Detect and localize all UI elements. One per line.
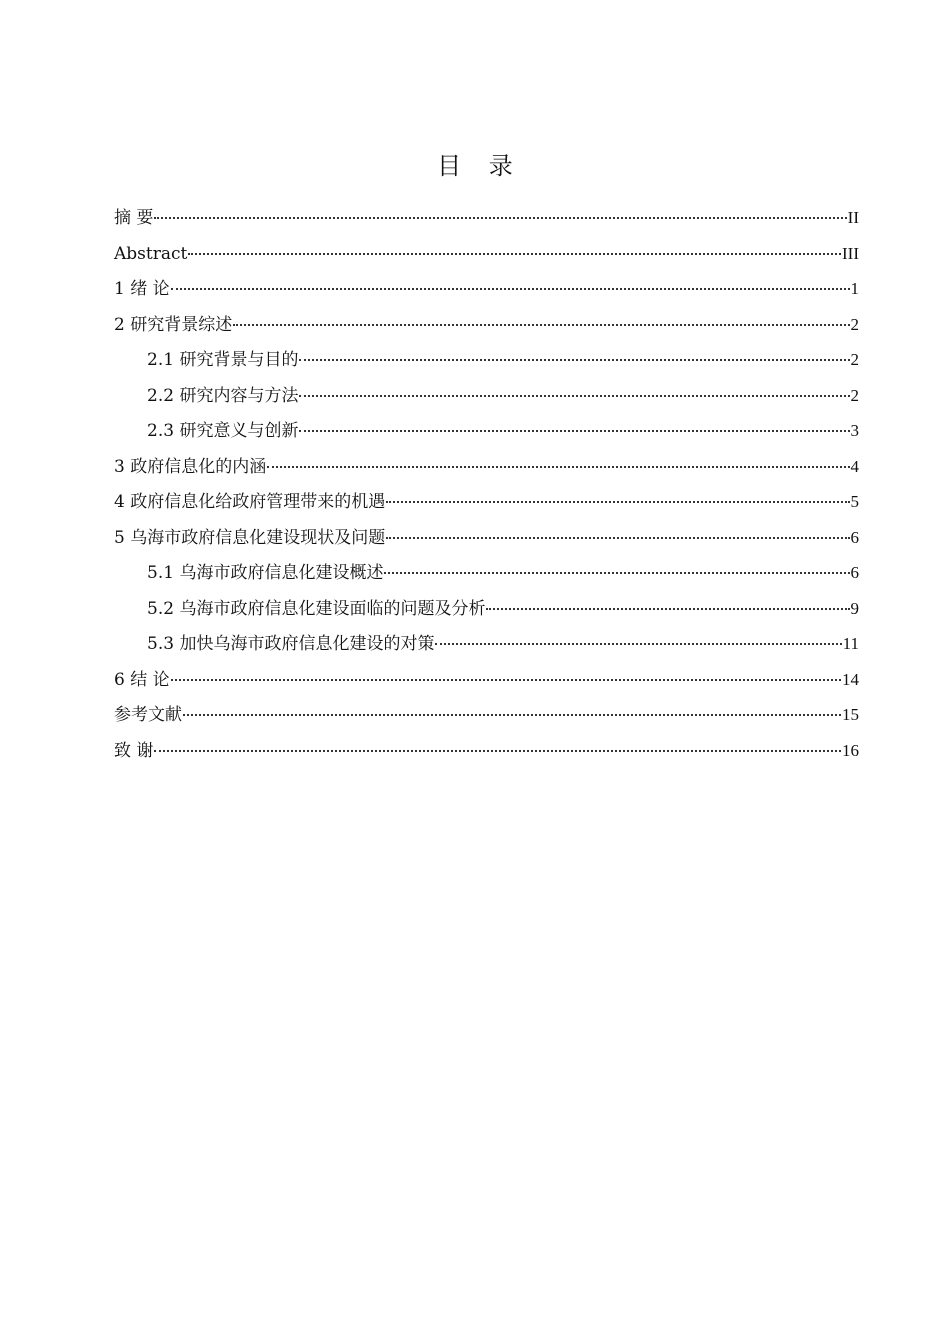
toc-entry[interactable] [114, 697, 859, 733]
toc-entry-label: 5 乌海市政府信息化建设现状及问题 [114, 527, 386, 548]
table-of-contents [114, 200, 859, 768]
toc-entry-page: 11 [842, 634, 859, 653]
toc-entry-page: 14 [842, 669, 859, 689]
toc-dot-leader [299, 395, 849, 397]
toc-entry-page: II [847, 208, 859, 227]
toc-entry-label: 2.2 研究内容与方法 [147, 385, 299, 406]
toc-entry[interactable] [114, 555, 859, 591]
toc-entry[interactable] [114, 733, 859, 769]
toc-entry-label: 1 绪 论 [114, 279, 170, 299]
toc-entry[interactable] [114, 484, 859, 520]
toc-entry-page: 5 [850, 492, 859, 511]
toc-dot-leader [233, 324, 849, 326]
toc-entry-label: Abstract [114, 243, 188, 264]
toc-dot-leader [384, 572, 849, 574]
toc-entry-label: 3 政府信息化的内涵 [114, 456, 267, 477]
toc-dot-leader [299, 430, 849, 432]
toc-entry-page: 1 [850, 279, 859, 298]
toc-entry-page: 6 [850, 527, 859, 547]
toc-dot-leader [299, 359, 849, 361]
toc-entry-page: 2 [850, 350, 859, 369]
toc-entry-page: 6 [850, 563, 859, 582]
toc-entry-label: 2 研究背景综述 [114, 314, 233, 335]
toc-entry-label: 4 政府信息化给政府管理带来的机遇 [114, 492, 386, 512]
toc-entry-label: 2.3 研究意义与创新 [147, 421, 299, 441]
toc-entry-page: 3 [850, 421, 859, 440]
toc-dot-leader [171, 679, 841, 681]
toc-entry-label: 5.2 乌海市政府信息化建设面临的问题及分析 [147, 598, 486, 619]
toc-entry-label: 致 谢 [114, 740, 154, 761]
toc-dot-leader [386, 537, 849, 539]
toc-entry-label: 5.1 乌海市政府信息化建设概述 [147, 563, 384, 583]
toc-entry[interactable] [114, 307, 859, 343]
toc-entry-page: 9 [850, 598, 859, 618]
toc-entry[interactable] [114, 236, 859, 272]
toc-dot-leader [267, 466, 849, 468]
toc-entry[interactable] [114, 520, 859, 556]
toc-dot-leader [171, 288, 850, 290]
toc-entry[interactable] [114, 342, 859, 378]
toc-dot-leader [486, 608, 849, 610]
toc-dot-leader [154, 217, 846, 219]
toc-title: 目 录 [437, 152, 523, 180]
toc-entry[interactable] [114, 662, 859, 698]
toc-entry[interactable] [114, 413, 859, 449]
toc-dot-leader [435, 643, 841, 645]
toc-entry-label: 2.1 研究背景与目的 [147, 350, 299, 370]
toc-entry[interactable] [114, 626, 859, 662]
toc-entry-page: 4 [850, 456, 859, 476]
toc-dot-leader [188, 253, 841, 255]
toc-dot-leader [386, 501, 849, 503]
toc-entry[interactable] [114, 378, 859, 414]
toc-entry[interactable] [114, 591, 859, 627]
toc-entry-label: 5.3 加快乌海市政府信息化建设的对策 [147, 634, 435, 654]
toc-dot-leader [154, 750, 841, 752]
toc-entry-label: 6 结 论 [114, 669, 170, 690]
toc-entry-label: 参考文献 [114, 705, 182, 725]
toc-entry[interactable] [114, 271, 859, 307]
toc-entry-label: 摘 要 [114, 208, 154, 228]
toc-entry[interactable] [114, 200, 859, 236]
toc-entry-page: 2 [850, 385, 859, 405]
toc-dot-leader [183, 714, 841, 716]
toc-entry[interactable] [114, 449, 859, 485]
toc-entry-page: 15 [842, 705, 859, 724]
toc-entry-page: 2 [850, 314, 859, 334]
toc-entry-page: III [842, 243, 859, 263]
toc-entry-page: 16 [842, 740, 859, 760]
